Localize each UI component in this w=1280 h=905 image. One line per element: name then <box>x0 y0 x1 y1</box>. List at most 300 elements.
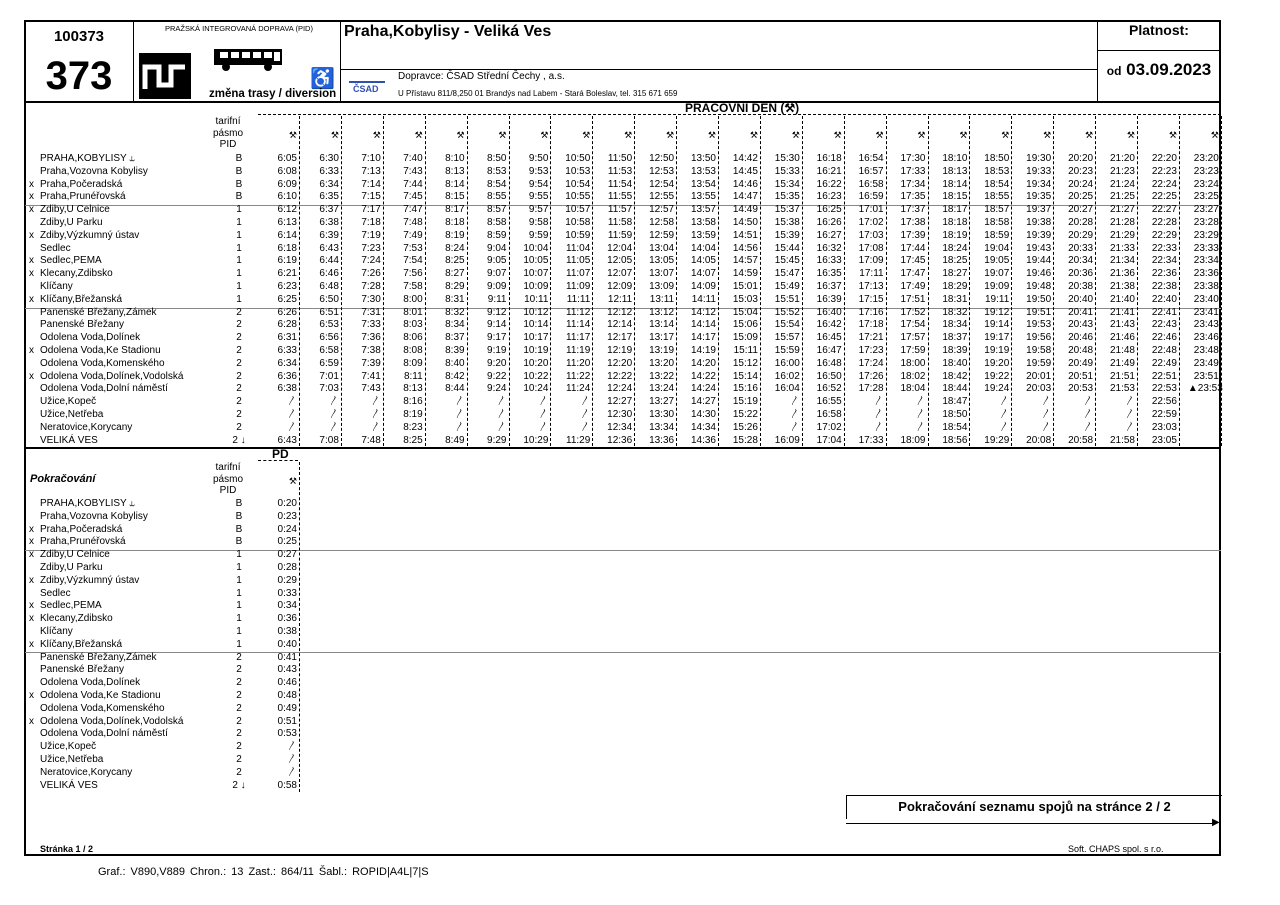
departure-time: 22:25 <box>1151 191 1177 203</box>
departure-time: 13:07 <box>649 268 675 280</box>
departure-time: 7:28 <box>361 281 381 292</box>
column-divider <box>928 116 929 446</box>
departure-time: 8:54 <box>487 178 507 190</box>
stop-zone: 2 <box>236 421 242 433</box>
stop-zone: 1 <box>236 626 242 637</box>
departure-time: 20:40 <box>1068 293 1094 305</box>
divider <box>258 114 1221 115</box>
departure-time: 15:51 <box>774 293 800 305</box>
departure-time: 19:48 <box>1026 281 1052 292</box>
column-divider <box>509 116 510 446</box>
stop-name: Panenské Břežany <box>40 319 124 331</box>
workday-icon: ⚒ <box>372 130 381 140</box>
departure-time: 6:36 <box>277 370 297 382</box>
departure-time: 20:24 <box>1068 178 1094 190</box>
departure-time: 0:51 <box>277 715 297 727</box>
departure-time: 22:46 <box>1151 332 1177 344</box>
request-stop-mark: x <box>29 191 34 203</box>
departure-time: 16:54 <box>858 153 884 164</box>
departure-time: 0:40 <box>277 638 297 650</box>
departure-time: 18:17 <box>942 204 968 216</box>
departure-time: 15:47 <box>774 268 800 280</box>
departure-time: 10:04 <box>523 242 549 254</box>
workday-icon: ⚒ <box>1126 130 1135 140</box>
stop-name: Zdiby,U Celnice <box>40 204 110 216</box>
departure-time: 7:48 <box>403 217 423 228</box>
departure-time: 16:47 <box>816 345 842 356</box>
departure-time: 7:45 <box>403 191 423 203</box>
stop-zone: 2 <box>236 766 242 778</box>
departure-time: 17:21 <box>858 332 884 344</box>
departure-time: 8:25 <box>445 255 465 267</box>
departure-time: 8:03 <box>403 319 423 331</box>
departure-time: 9:04 <box>487 242 507 254</box>
departure-time: 18:54 <box>942 421 968 433</box>
departure-time: 18:54 <box>984 178 1010 190</box>
departure-time: 17:16 <box>858 306 884 318</box>
stop-zone: 2 <box>236 306 242 318</box>
departure-time: 17:54 <box>900 319 926 331</box>
departure-time: 15:38 <box>774 217 800 228</box>
divider <box>1097 50 1220 51</box>
departure-time: 16:25 <box>816 204 842 216</box>
request-stop-mark: x <box>29 178 34 190</box>
departure-time: 〳 <box>287 741 297 753</box>
stop-zone: 2 <box>236 664 242 676</box>
departure-time: 6:39 <box>319 229 339 241</box>
departure-time: 19:17 <box>984 332 1010 344</box>
stop-name: Odolena Voda,Dolínek <box>40 677 141 689</box>
departure-time: 22:27 <box>1151 204 1177 216</box>
workday-icon: ⚒ <box>707 130 716 140</box>
departure-time: 〳 <box>580 421 591 433</box>
departure-time: 9:24 <box>487 383 507 395</box>
line-number: 373 <box>45 54 113 98</box>
stop-zone: 1 <box>236 549 242 561</box>
departure-time: 12:14 <box>607 319 633 331</box>
departure-time: 18:34 <box>942 319 968 331</box>
departure-time: 13:36 <box>649 434 675 446</box>
departure-time: 11:59 <box>607 229 633 241</box>
departure-time: 19:04 <box>984 242 1010 254</box>
departure-time: 9:22 <box>487 370 507 382</box>
departure-time: 18:09 <box>900 434 926 446</box>
departure-time: 6:59 <box>319 357 339 369</box>
departure-time: 8:19 <box>403 409 423 420</box>
stop-zone: 2 <box>236 383 242 395</box>
departure-time: 〳 <box>1083 396 1094 408</box>
departure-time: 11:50 <box>607 153 633 164</box>
departure-time: 0:27 <box>277 549 297 561</box>
stop-zone: B <box>235 165 243 177</box>
departure-time: 〳 <box>1083 421 1094 433</box>
departure-time: 22:43 <box>1151 319 1177 331</box>
departure-time: 7:08 <box>319 434 339 446</box>
divider <box>1097 21 1098 101</box>
departure-time: 17:49 <box>900 281 926 292</box>
departure-time: 8:44 <box>445 383 465 395</box>
departure-time: 7:19 <box>361 229 381 241</box>
departure-time: 15:44 <box>774 242 800 254</box>
departure-time: 17:59 <box>900 345 926 356</box>
departure-time: 19:59 <box>1026 357 1052 369</box>
departure-time: 7:31 <box>361 306 381 318</box>
departure-time: 〳 <box>1083 409 1094 420</box>
departure-time: 14:30 <box>690 409 716 420</box>
departure-time: 15:14 <box>732 370 758 382</box>
departure-time: 〳 <box>580 409 591 420</box>
departure-time: 7:17 <box>361 204 381 216</box>
departure-time: 18:18 <box>942 217 968 228</box>
departure-time: 0:34 <box>277 600 297 612</box>
departure-time: 0:49 <box>277 702 297 714</box>
request-stop-mark: x <box>29 600 34 612</box>
departure-time: 12:54 <box>649 178 675 190</box>
departure-time: 9:53 <box>528 165 549 177</box>
departure-time: 16:52 <box>816 383 842 395</box>
departure-time: 15:30 <box>774 153 800 164</box>
departure-time: 22:29 <box>1151 229 1177 241</box>
stop-zone: 2 <box>236 677 242 689</box>
request-stop-mark: x <box>29 536 34 548</box>
departure-time: 0:53 <box>277 728 297 740</box>
departure-time: 21:48 <box>1109 345 1135 356</box>
stop-name: Praha,Počeradská <box>40 178 123 190</box>
departure-time: 17:33 <box>858 434 884 446</box>
departure-time: 10:20 <box>523 357 549 369</box>
departure-time: 6:13 <box>277 217 297 228</box>
departure-time: 6:14 <box>277 229 297 241</box>
stop-zone: 1 <box>236 242 242 254</box>
departure-time: 17:02 <box>858 217 884 228</box>
departure-time: 14:04 <box>690 242 716 254</box>
departure-time: 10:11 <box>524 293 549 305</box>
departure-time: 13:11 <box>649 293 675 305</box>
departure-time: 0:38 <box>277 626 297 637</box>
departure-time: 15:28 <box>732 434 758 446</box>
stop-name: Klíčany <box>40 281 73 292</box>
departure-time: 21:40 <box>1109 293 1135 305</box>
request-stop-mark: x <box>29 204 34 216</box>
departure-time: 20:53 <box>1068 383 1094 395</box>
departure-time: 14:42 <box>732 153 758 164</box>
departure-time: 16:58 <box>858 178 884 190</box>
departure-time: 20:48 <box>1068 345 1094 356</box>
departure-time: 9:20 <box>487 357 507 369</box>
stop-name: Praha,Počeradská <box>40 523 123 535</box>
departure-time: 6:38 <box>319 217 339 228</box>
stop-name: Užice,Kopeč <box>40 396 97 408</box>
departure-time: 10:50 <box>565 153 591 164</box>
departure-time: 〳 <box>287 754 297 765</box>
departure-time: 6:58 <box>319 345 339 356</box>
departure-time: 21:33 <box>1109 242 1135 254</box>
stop-name: PRAHA,KOBYLISY ⥿ <box>40 498 135 509</box>
departure-time: 21:38 <box>1109 281 1135 292</box>
departure-time: 16:33 <box>816 255 842 267</box>
departure-time: 16:21 <box>816 165 842 177</box>
departure-time: 23:25 <box>1193 191 1219 203</box>
column-divider <box>1179 116 1180 446</box>
departure-time: 〳 <box>454 396 465 408</box>
departure-time: 6:10 <box>277 191 297 203</box>
stop-name: Sedlec,PEMA <box>40 255 102 267</box>
departure-time: 18:53 <box>984 165 1010 177</box>
stop-zone: B <box>235 178 243 190</box>
divider <box>25 101 1221 103</box>
departure-time: 12:55 <box>649 191 675 203</box>
column-divider <box>425 116 426 446</box>
departure-time: 19:50 <box>1026 293 1052 305</box>
departure-time: 8:58 <box>487 217 507 228</box>
departure-time: 12:36 <box>607 434 633 446</box>
stop-zone: 1 <box>236 268 242 280</box>
departure-time: 7:01 <box>319 370 339 382</box>
departure-time: 14:20 <box>690 357 716 369</box>
departure-time: 17:08 <box>858 242 884 254</box>
departure-time: 6:26 <box>277 306 297 318</box>
bus-icon <box>212 46 284 77</box>
departure-time: 18:44 <box>942 383 968 395</box>
column-divider <box>299 462 300 792</box>
request-stop-mark: x <box>29 370 34 382</box>
departure-time: 〳 <box>1125 421 1135 433</box>
departure-time: 8:55 <box>487 191 507 203</box>
departure-time: 〳 <box>328 396 339 408</box>
departure-time: 15:26 <box>732 421 758 433</box>
request-stop-mark: x <box>29 293 34 305</box>
column-divider <box>886 116 887 446</box>
departure-time: 16:18 <box>816 153 842 164</box>
departure-time: 17:37 <box>900 204 926 216</box>
departure-time: 10:55 <box>565 191 591 203</box>
departure-time: 0:33 <box>277 587 297 599</box>
departure-time: 6:09 <box>277 178 297 190</box>
departure-time: 0:36 <box>277 613 297 625</box>
departure-time: 23:49 <box>1193 357 1219 369</box>
departure-time: 7:38 <box>361 345 381 356</box>
divider <box>133 21 134 101</box>
stop-name: Praha,Prunéřovská <box>40 191 126 203</box>
departure-time: 〳 <box>1041 409 1052 420</box>
departure-time: 21:43 <box>1109 319 1135 331</box>
workday-icon: ⚒ <box>624 130 633 140</box>
departure-time: 19:09 <box>984 281 1010 292</box>
departure-time: 21:41 <box>1109 306 1135 318</box>
departure-time: 15:35 <box>774 191 800 203</box>
tariff-header: tarifní pásmo PID <box>212 116 243 150</box>
tariff-header: tarifní pásmo PID <box>212 462 243 496</box>
departure-time: 18:50 <box>984 153 1010 164</box>
workday-icon: ⚒ <box>456 130 465 140</box>
column-divider <box>1095 116 1096 446</box>
departure-time: 21:53 <box>1109 383 1135 395</box>
departure-time: 11:19 <box>566 345 591 356</box>
departure-time: 16:09 <box>774 434 800 446</box>
departure-time: 10:14 <box>523 319 549 331</box>
stop-zone: 1 <box>236 293 242 305</box>
departure-time: 8:11 <box>403 370 423 382</box>
departure-time: 8:23 <box>403 421 423 433</box>
departure-time: 16:39 <box>816 293 842 305</box>
departure-time: 12:17 <box>607 332 633 344</box>
departure-time: 14:36 <box>690 434 716 446</box>
stop-name: Neratovice,Korycany <box>40 421 133 433</box>
departure-time: 23:51 <box>1193 370 1219 382</box>
stop-name: Zdiby,U Parku <box>40 562 103 573</box>
departure-time: 20:01 <box>1026 370 1052 382</box>
stop-zone: 2 <box>236 345 242 356</box>
departure-time: 18:37 <box>942 332 968 344</box>
departure-time: 8:34 <box>445 319 465 331</box>
departure-time: 16:50 <box>816 370 842 382</box>
departure-time: 14:07 <box>690 268 716 280</box>
departure-time: 10:58 <box>565 217 591 228</box>
departure-time: 17:26 <box>858 370 884 382</box>
departure-time: 22:40 <box>1151 293 1177 305</box>
departure-time: 13:22 <box>649 370 675 382</box>
departure-time: 6:30 <box>319 153 339 164</box>
stop-name: VELIKÁ VES <box>40 779 98 791</box>
pid-label: PRAŽSKÁ INTEGROVANÁ DOPRAVA (PID) <box>165 24 313 33</box>
departure-time: 0:43 <box>277 664 297 676</box>
departure-time: 8:18 <box>445 217 465 228</box>
departure-time: 〳 <box>454 409 465 420</box>
departure-time: 20:03 <box>1026 383 1052 395</box>
departure-time: 6:19 <box>277 255 297 267</box>
departure-time: 13:05 <box>649 255 675 267</box>
departure-time: 21:51 <box>1109 370 1135 382</box>
departure-time: 6:56 <box>319 332 339 344</box>
departure-time: 13:34 <box>649 421 675 433</box>
stop-name: Zdiby,Výzkumný ústav <box>40 574 140 586</box>
carrier-logo <box>347 76 387 101</box>
departure-time: 〳 <box>915 396 926 408</box>
departure-time: 15:06 <box>732 319 758 331</box>
departure-time: 9:19 <box>487 345 507 356</box>
departure-time: 16:00 <box>774 357 800 369</box>
page-number: Stránka 1 / 2 <box>40 844 94 854</box>
departure-time: 23:28 <box>1193 217 1219 228</box>
departure-time: 7:48 <box>361 434 381 446</box>
departure-time: 10:17 <box>523 332 549 344</box>
stop-zone: 2 <box>236 332 242 344</box>
departure-time: 〳 <box>915 409 926 420</box>
departure-time: 13:20 <box>649 357 675 369</box>
departure-time: 10:57 <box>565 204 591 216</box>
stop-name: Odolena Voda,Komenského <box>40 357 165 369</box>
departure-time: 14:51 <box>732 229 758 241</box>
departure-time: 0:23 <box>277 510 297 522</box>
stop-name: Odolena Voda,Komenského <box>40 702 165 714</box>
column-divider <box>969 116 970 446</box>
departure-time: 11:12 <box>566 306 591 318</box>
departure-time: 22:53 <box>1151 383 1177 395</box>
stop-zone: 2 <box>236 728 242 740</box>
departure-time: 14:46 <box>732 178 758 190</box>
departure-time: 14:50 <box>732 217 758 228</box>
departure-time: 22:28 <box>1151 217 1177 228</box>
departure-time: 23:46 <box>1193 332 1219 344</box>
departure-time: 18:56 <box>942 434 968 446</box>
request-stop-mark: x <box>29 715 34 727</box>
departure-time: 〳 <box>580 396 591 408</box>
column-divider <box>1137 116 1138 446</box>
departure-time: 18:13 <box>942 165 968 177</box>
departure-time: 〳 <box>370 396 381 408</box>
workday-icon: ⚒ <box>414 130 423 140</box>
stop-name: Užice,Kopeč <box>40 741 97 753</box>
column-divider <box>1011 116 1012 446</box>
departure-time: 17:45 <box>900 255 926 267</box>
departure-time: 7:14 <box>361 178 381 190</box>
divider <box>340 21 341 101</box>
departure-time: 21:27 <box>1109 204 1135 216</box>
departure-time: 17:57 <box>900 332 926 344</box>
departure-time: 11:17 <box>566 332 591 344</box>
timetable-code: 100373 <box>53 28 105 45</box>
departure-time: 8:39 <box>445 345 465 356</box>
workday-icon: ⚒ <box>1001 130 1010 140</box>
stop-name: Odolena Voda,Dolní náměstí <box>40 728 168 740</box>
departure-time: 9:59 <box>528 229 549 241</box>
departure-time: 20:34 <box>1068 255 1094 267</box>
departure-time: 21:36 <box>1109 268 1135 280</box>
departure-time: 11:29 <box>566 434 591 446</box>
departure-time: 15:37 <box>774 204 800 216</box>
departure-time: 12:27 <box>607 396 633 408</box>
departure-time: 8:25 <box>403 434 423 446</box>
departure-time: 14:22 <box>690 370 716 382</box>
workday-icon: ⚒ <box>1043 130 1052 140</box>
stop-name: Praha,Prunéřovská <box>40 536 126 548</box>
stop-name: VELIKÁ VES <box>40 434 98 446</box>
departure-time: 8:09 <box>403 357 423 369</box>
departure-time: 18:40 <box>942 357 968 369</box>
departure-time: 17:15 <box>858 293 884 305</box>
departure-time: 21:34 <box>1109 255 1135 267</box>
departure-time: 13:27 <box>649 396 675 408</box>
departure-time: 11:05 <box>566 255 591 267</box>
departure-time: 〳 <box>328 421 339 433</box>
stop-zone: 1 <box>236 204 242 216</box>
departure-time: 6:38 <box>277 383 297 395</box>
departure-time: ▲23:53 <box>1187 383 1223 395</box>
departure-time: 22:36 <box>1151 268 1177 280</box>
stop-zone: 1 <box>236 255 242 267</box>
departure-time: 12:19 <box>607 345 633 356</box>
departure-time: 13:59 <box>690 229 716 241</box>
departure-time: 〳 <box>789 396 800 408</box>
request-stop-mark: x <box>29 690 34 701</box>
departure-time: 6:33 <box>319 165 339 177</box>
departure-time: 15:03 <box>732 293 758 305</box>
departure-time: 20:46 <box>1068 332 1094 344</box>
departure-time: 11:09 <box>566 281 591 292</box>
departure-time: 15:54 <box>774 319 800 331</box>
stop-name: Odolena Voda,Dolínek,Vodolská <box>40 370 184 382</box>
carrier-address: U Přístavu 811/8,250 01 Brandýs nad Labem - Stará Boleslav, tel. 315 671 659 <box>398 89 678 98</box>
section-divider <box>25 447 1221 449</box>
departure-time: 19:14 <box>984 319 1010 331</box>
departure-time: 16:40 <box>816 306 842 318</box>
departure-time: 19:56 <box>1026 332 1052 344</box>
departure-time: 15:57 <box>774 332 800 344</box>
stop-zone: B <box>235 523 243 535</box>
departure-time: 16:45 <box>816 332 842 344</box>
departure-time: 19:38 <box>1026 217 1052 228</box>
departure-time: 12:30 <box>607 409 633 420</box>
